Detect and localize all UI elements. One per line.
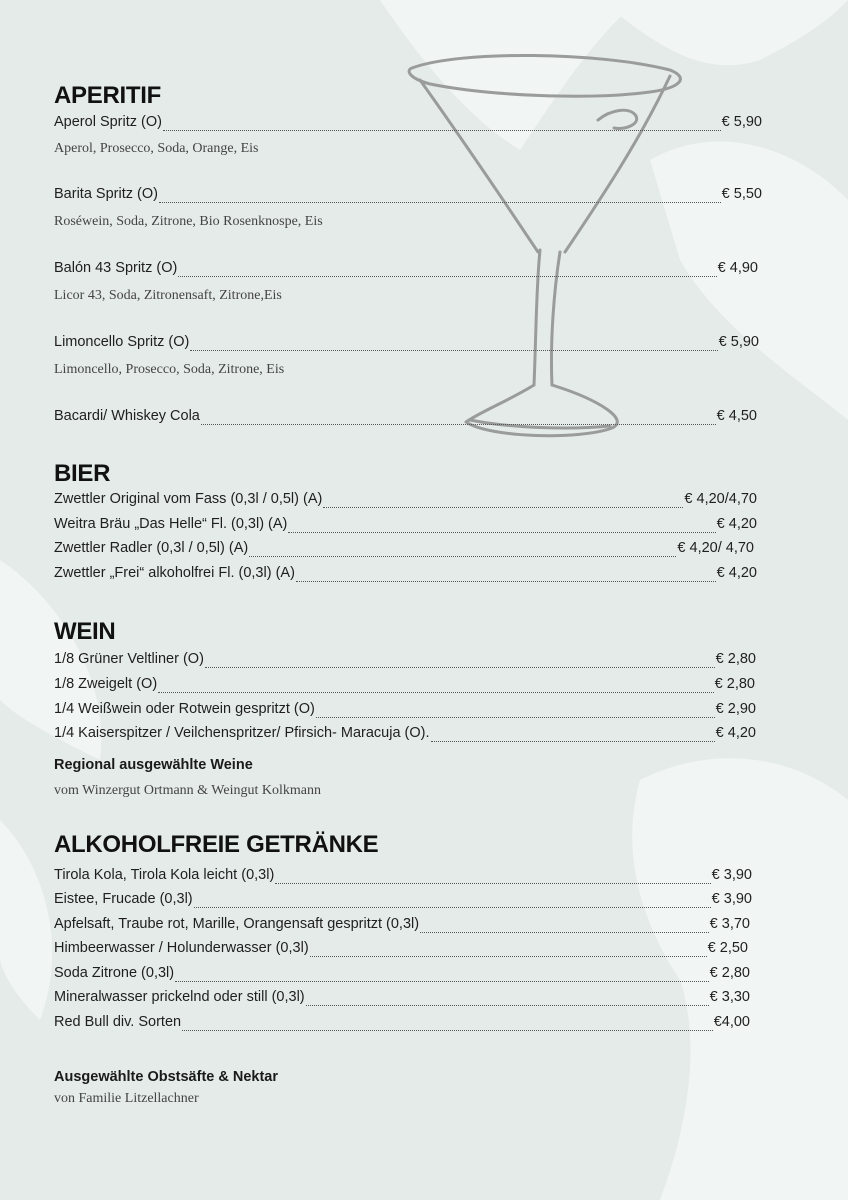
dot-leader bbox=[296, 581, 716, 582]
menu-item bbox=[54, 260, 758, 282]
item-name: Zwettler Radler (0,3l / 0,5l) (A) bbox=[54, 540, 249, 556]
item-description: Aperol, Prosecco, Soda, Orange, Eis bbox=[54, 141, 259, 156]
item-name: Weitra Bräu „Das Helle“ Fl. (0,3l) (A) bbox=[54, 516, 288, 532]
item-price: € 5,90 bbox=[721, 114, 762, 130]
dot-leader bbox=[420, 932, 709, 933]
item-price: € 4,20 bbox=[716, 516, 757, 532]
item-price: € 3,90 bbox=[711, 867, 752, 883]
item-name: Bacardi/ Whiskey Cola bbox=[54, 408, 200, 424]
section-title-alkoholfrei: ALKOHOLFREIE GETRÄNKE bbox=[54, 831, 379, 858]
item-description: Limoncello, Prosecco, Soda, Zitrone, Eis bbox=[54, 362, 285, 377]
section-title-wein: WEIN bbox=[54, 618, 116, 645]
item-price: € 4,20 bbox=[715, 725, 756, 741]
item-name: Zwettler Original vom Fass (0,3l / 0,5l) (A) bbox=[54, 491, 323, 507]
item-price: € 3,30 bbox=[709, 989, 750, 1005]
item-price: € 4,50 bbox=[716, 408, 757, 424]
item-name: Himbeerwasser / Holunderwasser (0,3l) bbox=[54, 940, 309, 956]
item-name: Eistee, Frucade (0,3l) bbox=[54, 891, 193, 907]
item-price: € 3,90 bbox=[711, 891, 752, 907]
item-name: Tirola Kola, Tirola Kola leicht (0,3l) bbox=[54, 867, 275, 883]
item-name: Mineralwasser prickelnd oder still (0,3l) bbox=[54, 989, 305, 1005]
menu-item bbox=[54, 701, 756, 723]
juice-note-text: von Familie Litzellachner bbox=[54, 1091, 199, 1106]
item-name: Barita Spritz (O) bbox=[54, 186, 158, 202]
menu-item bbox=[54, 651, 756, 673]
item-price: € 5,90 bbox=[718, 334, 759, 350]
dot-leader bbox=[190, 350, 717, 351]
menu-item bbox=[54, 940, 748, 962]
item-price: € 2,80 bbox=[714, 676, 755, 692]
dot-leader bbox=[306, 1005, 709, 1006]
item-description: Licor 43, Soda, Zitronensaft, Zitrone,Eis bbox=[54, 288, 282, 303]
dot-leader bbox=[178, 276, 716, 277]
menu-item bbox=[54, 965, 750, 987]
item-name: 1/4 Weißwein oder Rotwein gespritzt (O) bbox=[54, 701, 315, 717]
section-title-aperitif: APERITIF bbox=[54, 82, 161, 109]
item-price: € 2,80 bbox=[715, 651, 756, 667]
dot-leader bbox=[275, 883, 710, 884]
menu-item bbox=[54, 1014, 750, 1036]
item-name: Red Bull div. Sorten bbox=[54, 1014, 182, 1030]
menu-item bbox=[54, 989, 750, 1011]
menu-item bbox=[54, 334, 759, 356]
wine-note-text: vom Winzergut Ortmann & Weingut Kolkmann bbox=[54, 783, 321, 798]
item-name: Balón 43 Spritz (O) bbox=[54, 260, 178, 276]
menu-item bbox=[54, 540, 754, 562]
item-price: € 2,90 bbox=[715, 701, 756, 717]
dot-leader bbox=[194, 907, 711, 908]
item-price: € 5,50 bbox=[721, 186, 762, 202]
menu-item bbox=[54, 114, 762, 136]
item-price: € 4,90 bbox=[717, 260, 758, 276]
item-name: Apfelsaft, Traube rot, Marille, Orangensaft gespritzt (0,3l) bbox=[54, 916, 420, 932]
dot-leader bbox=[310, 956, 707, 957]
dot-leader bbox=[316, 717, 715, 718]
item-price: €4,00 bbox=[713, 1014, 750, 1030]
dot-leader bbox=[431, 741, 715, 742]
item-price: € 2,50 bbox=[707, 940, 748, 956]
menu-item bbox=[54, 408, 757, 430]
dot-leader bbox=[163, 130, 721, 131]
menu-item bbox=[54, 516, 757, 538]
item-name: 1/4 Kaiserspitzer / Veilchenspritzer/ Pfirsich- Maracuja (O). bbox=[54, 725, 430, 741]
section-title-bier: BIER bbox=[54, 460, 111, 487]
dot-leader bbox=[201, 424, 716, 425]
item-price: € 2,80 bbox=[709, 965, 750, 981]
item-description: Roséwein, Soda, Zitrone, Bio Rosenknospe, Eis bbox=[54, 214, 323, 229]
dot-leader bbox=[205, 667, 715, 668]
menu-item bbox=[54, 725, 756, 747]
item-name: Zwettler „Frei“ alkoholfrei Fl. (0,3l) (A) bbox=[54, 565, 295, 581]
dot-leader bbox=[323, 507, 683, 508]
menu-item bbox=[54, 186, 762, 208]
item-price: € 4,20 bbox=[716, 565, 757, 581]
item-price: € 4,20/ 4,70 bbox=[677, 540, 754, 556]
menu-item bbox=[54, 891, 752, 913]
wine-note-title: Regional ausgewählte Weine bbox=[54, 757, 253, 773]
item-name: Aperol Spritz (O) bbox=[54, 114, 162, 130]
dot-leader bbox=[182, 1030, 713, 1031]
dot-leader bbox=[158, 692, 714, 693]
item-name: 1/8 Grüner Veltliner (O) bbox=[54, 651, 204, 667]
item-price: € 3,70 bbox=[709, 916, 750, 932]
menu-item bbox=[54, 916, 750, 938]
item-name: Soda Zitrone (0,3l) bbox=[54, 965, 175, 981]
item-price: € 4,20/4,70 bbox=[684, 491, 757, 507]
dot-leader bbox=[159, 202, 721, 203]
dot-leader bbox=[249, 556, 676, 557]
dot-leader bbox=[175, 981, 709, 982]
menu-item bbox=[54, 491, 757, 513]
menu-item bbox=[54, 676, 755, 698]
menu-item bbox=[54, 565, 757, 587]
juice-note-title: Ausgewählte Obstsäfte & Nektar bbox=[54, 1069, 279, 1085]
item-name: Limoncello Spritz (O) bbox=[54, 334, 190, 350]
menu-item bbox=[54, 867, 752, 889]
item-name: 1/8 Zweigelt (O) bbox=[54, 676, 158, 692]
dot-leader bbox=[288, 532, 715, 533]
